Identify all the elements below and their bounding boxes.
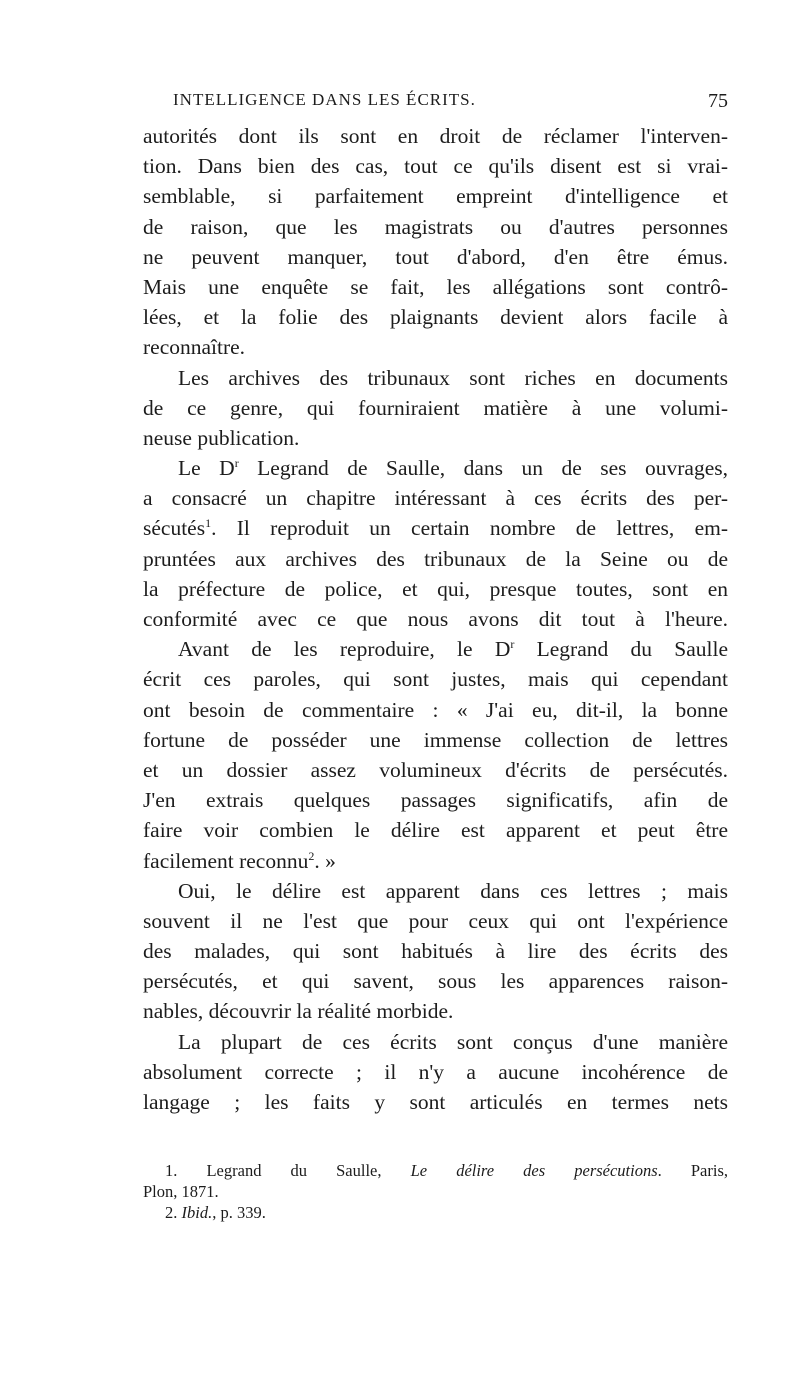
text-line: Oui, le délire est apparent dans ces lettres ; mais [178,878,728,903]
text-segment: Avant de les reproduire, le D [178,637,511,662]
footnote-text: 2. [165,1203,182,1222]
footnote-text: . Paris, [657,1161,728,1180]
text-line [143,634,728,664]
text-line: autorités dont ils sont en droit de réclamer l'interven- [143,124,728,148]
text-segment: . Il reproduit un certain nombre de lettres, em- [211,516,728,541]
text-line: des malades, qui sont habitués à lire des écrits des [143,939,728,964]
footnote-title: Le délire des persécutions [410,1161,658,1180]
text-line: La plupart de ces écrits sont conçus d'une manière [178,1029,728,1054]
text-line: absolument correcte ; il n'y a aucune incohérence de [143,1059,728,1084]
footnotes [143,1160,728,1223]
text-line: fortune de posséder une immense collection de lettres [143,727,728,752]
body-text [143,121,728,1117]
text-line: et un dossier assez volumineux d'écrits de persécutés. [143,757,728,782]
text-segment: Legrand du Saulle [514,637,728,662]
text-segment: Le D [178,456,235,481]
footnote-ibid: Ibid. [181,1203,213,1222]
footnote-2 [143,1202,728,1223]
text-line: J'en extrais quelques passages significatifs, afin de [143,788,728,813]
text-line: lées, et la folie des plaignants devient alors facile à [143,305,728,330]
text-line [143,453,728,483]
superscript: r [234,455,239,470]
text-line: écrit ces paroles, qui sont justes, mais qui cependant [143,667,728,692]
superscript: r [510,637,515,652]
text-line [143,846,728,876]
footnote-ref: 2 [308,848,315,863]
text-line [143,513,728,543]
footnote-ref: 1 [205,516,212,531]
text-line: Les archives des tribunaux sont riches en documents [178,365,728,390]
text-line: nables, découvrir la réalité morbide. [143,999,454,1024]
text-line: langage ; les faits y sont articulés en termes nets [143,1090,728,1114]
text-segment: . » [314,848,336,873]
footnote-1-continuation: Plon, 1871. [143,1182,219,1201]
text-line: reconnaître. [143,335,246,360]
text-line: persécutés, et qui savent, sous les apparences raison- [143,969,728,994]
text-line: Mais une enquête se fait, les allégations sont contrô- [143,274,728,299]
footnote-text: , p. 339. [212,1203,266,1222]
footnote-text: 1. Legrand du Saulle, [165,1161,411,1180]
text-line: neuse publication. [143,425,300,450]
running-head [143,90,728,116]
page-number: 75 [708,90,728,112]
text-line: faire voir combien le délire est apparent et peut être [143,818,728,843]
text-line: de raison, que les magistrats ou d'autres personnes [143,214,728,239]
text-line: semblable, si parfaitement empreint d'intelligence et [143,184,728,209]
footnote-1 [143,1160,728,1181]
text-line: conformité avec ce que nous avons dit tout à l'heure. [143,607,728,631]
text-line: souvent il ne l'est que pour ceux qui ont l'expérience [143,908,728,933]
text-segment: sécutés [143,516,206,541]
text-segment: Legrand de Saulle, dans un de ses ouvrages, [238,456,728,481]
text-line: ne peuvent manquer, tout d'abord, d'en être émus. [143,244,728,269]
text-line: tion. Dans bien des cas, tout ce qu'ils disent est si vrai- [143,154,728,179]
text-line: pruntées aux archives des tribunaux de la Seine ou de [143,546,728,571]
running-head-title: INTELLIGENCE DANS LES ÉCRITS. [173,90,476,109]
text-segment: facilement reconnu [143,848,309,873]
text-line: de ce genre, qui fourniraient matière à une volumi- [143,395,728,420]
text-line: a consacré un chapitre intéressant à ces écrits des per- [143,486,728,511]
text-line: la préfecture de police, et qui, presque toutes, sont en [143,576,728,601]
text-line: ont besoin de commentaire : « J'ai eu, dit-il, la bonne [143,697,728,722]
